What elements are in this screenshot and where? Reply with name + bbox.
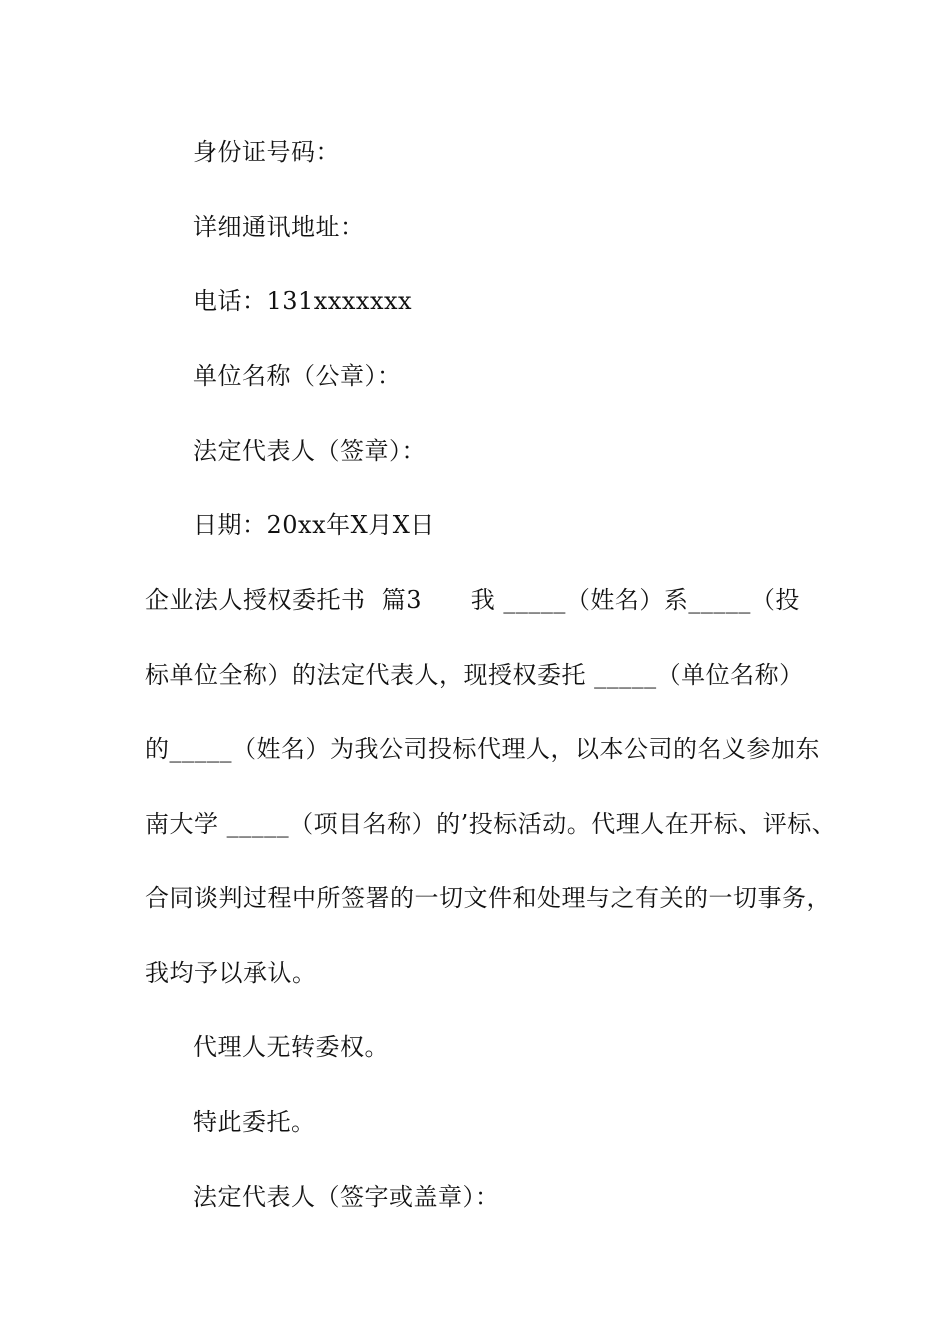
address-label: 详细通讯地址：	[193, 213, 365, 241]
body-line: 企业法人授权委托书 篇3 我 _____（姓名）系_____（投	[145, 586, 800, 614]
body-line: 的_____（姓名）为我公司投标代理人，以本公司的名义参加东	[145, 735, 820, 763]
body-line: 标单位全称）的法定代表人，现授权委托 _____（单位名称）	[145, 661, 804, 689]
no-sub-delegation-line: 代理人无转委权。	[193, 1033, 389, 1061]
legal-rep-signature-label: 法定代表人（签字或盖章）：	[193, 1183, 500, 1211]
id-number-label: 身份证号码：	[193, 138, 340, 166]
company-seal-label: 单位名称（公章）：	[193, 362, 402, 390]
body-line: 合同谈判过程中所签署的一切文件和处理与之有关的一切事务，	[145, 884, 831, 912]
body-line: 我均予以承认。	[145, 959, 317, 987]
phone-line: 电话：131xxxxxxx	[193, 287, 413, 315]
legal-rep-seal-label: 法定代表人（签章）：	[193, 437, 426, 465]
closing-line: 特此委托。	[193, 1108, 316, 1136]
body-line: 南大学 _____（项目名称）的’投标活动。代理人在开标、评标、	[145, 810, 837, 838]
date-line: 日期：20xx年X月X日	[193, 511, 435, 539]
